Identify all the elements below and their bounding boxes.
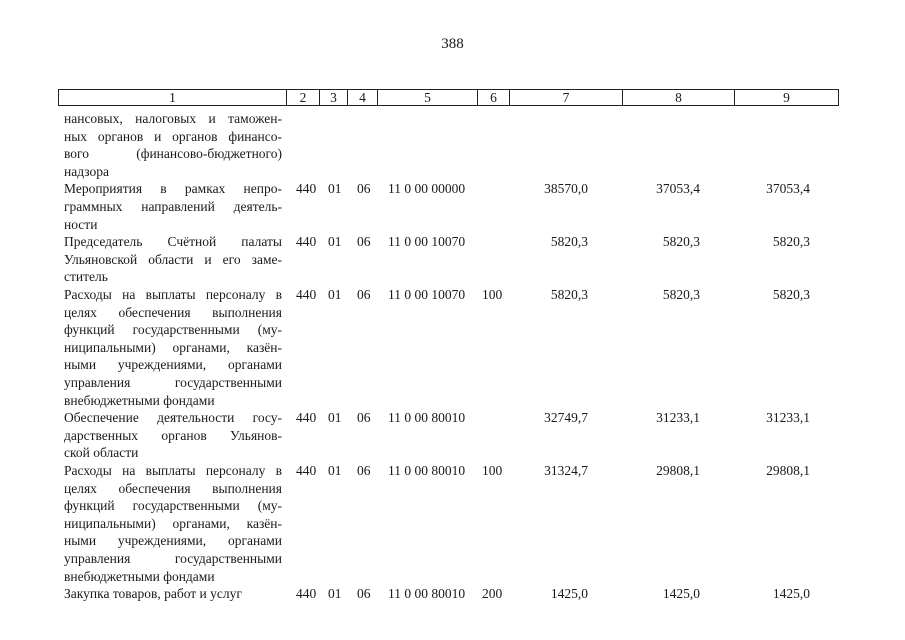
- cell-c3: 01: [328, 586, 342, 602]
- cell-c5: 11 0 00 00000: [388, 181, 466, 197]
- row-name-line: Мероприятия в рамках непро-: [64, 181, 282, 197]
- cell-c5: 11 0 00 80010: [388, 463, 466, 478]
- cell-c4: 06: [357, 586, 371, 602]
- cell-c8: 37053,4: [656, 181, 700, 197]
- cell-c3: 01: [328, 287, 342, 302]
- cell-c5: 11 0 00 80010: [388, 586, 466, 602]
- cell-c7: 5820,3: [550, 287, 588, 302]
- row-name: [64, 233, 282, 286]
- cell-c9: 31233,1: [766, 410, 810, 426]
- row-name-line: Ульяновской области и его заме-: [64, 251, 282, 267]
- cell-c9: 1425,0: [772, 586, 810, 602]
- row-name: [64, 110, 282, 180]
- cell-c6: 200: [482, 586, 503, 602]
- cell-c2: 440: [296, 234, 317, 250]
- row-name-line: функций государственными (му-: [64, 322, 282, 338]
- cell-c2: 440: [296, 463, 317, 478]
- row-name-line: Председатель Счётной палаты: [64, 234, 282, 250]
- cell-c8: 1425,0: [662, 586, 700, 602]
- cell-c9: 5820,3: [772, 234, 810, 250]
- row-name-line: граммных направлений деятель-: [64, 198, 282, 214]
- header-col-3: 3: [320, 90, 348, 105]
- table-header-row: [58, 89, 839, 106]
- cell-c5: 11 0 00 10070: [388, 287, 466, 302]
- row-name-line: управления государственными: [64, 374, 282, 390]
- cell-c7: 32749,7: [544, 410, 588, 426]
- row-name-line: ститель: [64, 269, 108, 285]
- cell-c7: 5820,3: [550, 234, 588, 250]
- row-name-line: целях обеспечения выполнения: [64, 304, 282, 320]
- cell-c3: 01: [328, 181, 342, 197]
- row-name-line: ниципальными) органами, казён-: [64, 339, 282, 355]
- row-name-line: ской области: [64, 445, 139, 461]
- row-name-line: ными учреждениями, органами: [64, 357, 282, 373]
- cell-c2: 440: [296, 586, 317, 602]
- row-name-line: ниципальными) органами, казён-: [64, 515, 282, 531]
- row-name-line: функций государственными (му-: [64, 498, 282, 514]
- header-col-8: 8: [623, 90, 735, 105]
- row-name-line: управления государственными: [64, 550, 282, 566]
- cell-c9: 5820,3: [772, 287, 810, 302]
- row-name-line: Закупка товаров, работ и услуг: [64, 586, 242, 602]
- cell-c4: 06: [357, 287, 371, 302]
- row-name-line: внебюджетными фондами: [64, 392, 215, 408]
- header-col-9: 9: [783, 90, 790, 105]
- cell-c7: 1425,0: [550, 586, 588, 602]
- cell-c9: 37053,4: [766, 181, 810, 197]
- cell-c4: 06: [357, 410, 371, 426]
- row-name-line: ными учреждениями, органами: [64, 533, 282, 549]
- row-name-line: нансовых, налоговых и таможен-: [64, 111, 282, 126]
- row-name-line: внебюджетными фондами: [64, 568, 215, 584]
- row-name-line: дарственных органов Ульянов-: [64, 427, 282, 443]
- cell-c5: 11 0 00 10070: [388, 234, 466, 250]
- header-col-6: 6: [478, 90, 510, 105]
- header-col-1: 1: [59, 90, 287, 105]
- cell-c3: 01: [328, 410, 342, 426]
- cell-c3: 01: [328, 234, 342, 250]
- page-number: 388: [441, 36, 464, 52]
- row-name: [64, 462, 282, 585]
- row-name-line: Обеспечение деятельности госу-: [64, 410, 282, 426]
- cell-c6: 100: [482, 287, 503, 302]
- cell-c8: 31233,1: [656, 410, 700, 426]
- cell-c9: 29808,1: [766, 463, 810, 478]
- cell-c5: 11 0 00 80010: [388, 410, 466, 426]
- cell-c2: 440: [296, 410, 317, 426]
- header-col-2: 2: [287, 90, 320, 105]
- cell-c7: 31324,7: [544, 463, 588, 478]
- cell-c8: 5820,3: [662, 287, 700, 302]
- row-name: [64, 585, 282, 603]
- header-col-5: 5: [378, 90, 478, 105]
- cell-c8: 5820,3: [662, 234, 700, 250]
- header-col-7: 7: [510, 90, 623, 105]
- cell-c2: 440: [296, 287, 317, 302]
- cell-c3: 01: [328, 463, 342, 478]
- row-name-line: целях обеспечения выполнения: [64, 480, 282, 496]
- cell-c7: 38570,0: [544, 181, 588, 197]
- row-name-line: ных органов и органов финансо-: [64, 128, 282, 144]
- row-name-line: вого (финансово-бюджетного): [64, 146, 282, 162]
- row-name-line: надзора: [64, 163, 109, 179]
- row-name-line: Расходы на выплаты персоналу в: [64, 463, 282, 478]
- cell-c8: 29808,1: [656, 463, 700, 478]
- row-name-line: ности: [64, 216, 98, 232]
- cell-c4: 06: [357, 234, 371, 250]
- row-name: [64, 409, 282, 462]
- row-name-line: Расходы на выплаты персоналу в: [64, 287, 282, 302]
- row-name: [64, 180, 282, 233]
- cell-c4: 06: [357, 181, 371, 197]
- cell-c6: 100: [482, 463, 503, 478]
- row-name: [64, 286, 282, 409]
- cell-c2: 440: [296, 181, 317, 197]
- header-col-4: 4: [348, 90, 378, 105]
- cell-c4: 06: [357, 463, 371, 478]
